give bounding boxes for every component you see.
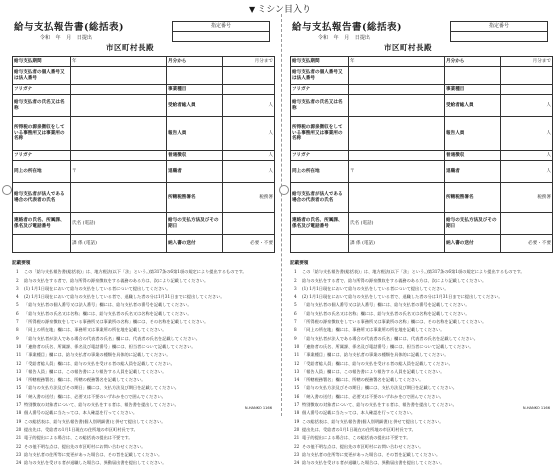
instruction-number: 10 [294, 343, 300, 349]
entry-field[interactable]: 課 係 (電話) [349, 235, 445, 253]
instruction-line [12, 343, 274, 351]
row-label: 同上の所在地 [13, 161, 71, 183]
instruction-number: 12 [16, 360, 22, 366]
form-row [291, 117, 553, 151]
instruction-text: 個人番号の記載に当たっては、本人確認を行ってください。 [302, 410, 416, 416]
instruction-text: 「所轄税務署名」欄には、所轄の税務署名を記載してください。 [24, 377, 146, 383]
instruction-line [290, 268, 552, 276]
punch-hole-left [2, 185, 12, 195]
row-label [13, 235, 71, 253]
instruction-number: 13 [294, 368, 300, 374]
instruction-text: 給与の支払をする者で、給与所得の源泉徴収をする義務のある方は、次により記載してください。 [24, 277, 209, 283]
instruction-line [290, 434, 552, 442]
instruction-number: 21 [16, 435, 22, 441]
designation-number-label: 指定番号 [210, 23, 231, 29]
instruction-number: 24 [16, 460, 22, 466]
instruction-text: 「納入書の送付」欄には、必要又は不要のいずれかを○で囲んでください。 [24, 393, 166, 399]
entry-field[interactable] [71, 151, 167, 161]
instruction-number: 6 [16, 310, 19, 316]
instruction-text: 「報告人員」欄には、この報告書により報告する人員を記載してください。 [302, 368, 445, 374]
entry-field[interactable]: 氏名 (電話) [349, 213, 445, 235]
instruction-text: 「同上の所在地」欄には、事務所又は事業所の所在地を記載してください。 [24, 327, 167, 333]
instruction-line [12, 376, 274, 384]
instruction-line [12, 277, 274, 285]
right-field[interactable]: 人 [501, 161, 553, 183]
instruction-line [290, 301, 552, 309]
instruction-number: 15 [294, 385, 300, 391]
right-label: 所轄税務署名 [167, 183, 223, 213]
instruction-line [12, 409, 274, 417]
entry-field[interactable] [349, 151, 445, 161]
instruction-line [290, 451, 552, 459]
instruction-number: 1 [294, 269, 297, 275]
instruction-line [12, 434, 274, 442]
instruction-number: 2 [294, 277, 297, 283]
right-label: 報告人員 [445, 117, 501, 151]
row-label: 同上の所在地 [291, 161, 349, 183]
right-label: 事業種目 [445, 85, 501, 95]
instruction-number: 17 [16, 402, 22, 408]
instruction-text: 提出先は、受給者の1月1日現在の住所地の市区町村長です。 [302, 426, 416, 432]
entry-field[interactable]: 年 [71, 57, 167, 67]
instruction-text: 「給与支払者の個人番号又は法人番号」欄には、給与支払者の番号を記載してください。 [302, 302, 470, 308]
form-row [13, 183, 275, 213]
row-label: 連絡者の氏名、所属課、係名及び電話番号 [291, 213, 349, 235]
instruction-line [12, 293, 274, 301]
instruction-line [290, 335, 552, 343]
right-field[interactable]: 税務署 [223, 183, 275, 213]
right-label: 報告人員 [167, 117, 223, 151]
instruction-number: 6 [294, 310, 297, 316]
right-field[interactable]: 税務署 [501, 183, 553, 213]
instruction-number: 14 [294, 377, 300, 383]
entry-field[interactable] [349, 67, 445, 85]
form-row [13, 67, 275, 85]
instruction-line [290, 277, 552, 285]
right-label [445, 67, 501, 85]
form-row [291, 85, 553, 95]
instruction-line [12, 285, 274, 293]
entry-field[interactable]: 課 係 (電話) [71, 235, 167, 253]
footer-code: N-HANKO 1166 [244, 406, 272, 410]
instruction-text: 「給与支払者が法人である場合の代表者の氏名」欄には、代表者の氏名を記載してください。 [24, 335, 200, 341]
instruction-number: 23 [294, 451, 300, 457]
instruction-line [12, 418, 274, 426]
instruction-line [290, 318, 552, 326]
instruction-number: 20 [294, 426, 300, 432]
instruction-number: 21 [294, 435, 300, 441]
instruction-text: 給与の支払を受ける者が退職した場合は、異動届出書を提出してください。 [24, 460, 167, 466]
right-field[interactable]: 人 [501, 95, 553, 117]
entry-field[interactable]: 〒 [71, 161, 167, 183]
right-field[interactable] [223, 213, 275, 235]
right-label: 受給者総人員 [167, 95, 223, 117]
row-label: 給与支払者が法人である場合の代表者の氏名 [291, 183, 349, 213]
instruction-number: 3 [294, 285, 297, 291]
form-row [291, 57, 553, 67]
right-label: 納入書の送付 [167, 235, 223, 253]
entry-field[interactable] [349, 85, 445, 95]
instruction-text: 給与支払者の住所等に変更があった場合は、その旨を記載してください。 [24, 451, 163, 457]
instructions [290, 260, 552, 467]
instruction-number: 17 [294, 402, 300, 408]
form-row [13, 213, 275, 235]
instruction-line [290, 393, 552, 401]
designation-number-field[interactable] [173, 31, 269, 41]
designation-number-field[interactable] [451, 31, 547, 41]
form-row [13, 161, 275, 183]
right-field[interactable]: 人 [223, 151, 275, 161]
form-row [291, 235, 553, 253]
instruction-line [290, 443, 552, 451]
instructions [12, 260, 274, 467]
instruction-number: 7 [16, 319, 19, 325]
instruction-line [290, 418, 552, 426]
instruction-number: 1 [16, 269, 19, 275]
summary-table [12, 56, 275, 253]
form-row [13, 85, 275, 95]
form-row [291, 183, 553, 213]
form-row [291, 161, 553, 183]
instruction-line [290, 426, 552, 434]
instruction-number: 3 [16, 285, 19, 291]
instruction-text: その他不明な点は、提出先の市区町村にお問い合わせください。 [24, 443, 146, 449]
triangle-down-icon: ▼ [249, 5, 256, 14]
right-field[interactable] [501, 85, 553, 95]
instruction-line [12, 360, 274, 368]
instruction-line [290, 310, 552, 318]
right-label: 月分から [445, 57, 501, 67]
right-field[interactable]: 必要・不要 [501, 235, 553, 253]
instruction-line [12, 268, 274, 276]
form-row [291, 151, 553, 161]
row-label: 給与支払期間 [291, 57, 349, 67]
instruction-text: 「給与支払者の氏名又は名称」欄には、給与支払者の氏名又は名称を記載してください。 [302, 310, 470, 316]
punch-hole-middle [279, 185, 289, 195]
instruction-number: 11 [16, 352, 22, 358]
instruction-line [12, 351, 274, 359]
instruction-line [290, 409, 552, 417]
instruction-number: 9 [294, 335, 297, 341]
form-title: 給与支払報告書(総括表) [292, 22, 402, 33]
instruction-line [290, 384, 552, 392]
instruction-text: (2) 1月1日現在において給与の支払をしている者で、退職した者の分は1月31日までに提出してください。 [302, 294, 503, 300]
instruction-text: 「連絡者の氏名、所属課、係名及び電話番号」欄には、担当者について記載してください。 [302, 343, 474, 349]
right-label: 事業種目 [167, 85, 223, 95]
form-sheet-right [290, 16, 552, 466]
instruction-number: 4 [294, 294, 297, 300]
instruction-line [12, 301, 274, 309]
instruction-text: 「納入書の送付」欄には、必要又は不要のいずれかを○で囲んでください。 [302, 393, 444, 399]
instruction-line [290, 343, 552, 351]
form-row [13, 235, 275, 253]
instruction-number: 16 [294, 393, 300, 399]
instruction-line [12, 326, 274, 334]
row-label: 連絡者の氏名、所属課、係名及び電話番号 [13, 213, 71, 235]
instruction-text: 「給与の支払方法及びその期日」欄には、支払方法及び期日を記載してください。 [302, 385, 457, 391]
row-label: 所得税の源泉徴収をしている事務所又は事業所の名称 [291, 117, 349, 151]
instruction-text: 特別徴収の対象者について、給与の支払をする者は、報告書を提出してください。 [302, 402, 457, 408]
instruction-text: 「所得税の源泉徴収をしている事務所又は事業所の名称」欄には、その名称を記載してください。 [24, 319, 209, 325]
right-label: 退職者 [445, 161, 501, 183]
perforation-text: ミシン目入り [257, 5, 311, 15]
instruction-line [12, 318, 274, 326]
instruction-text: 「連絡者の氏名、所属課、係名及び電話番号」欄には、担当者について記載してください。 [24, 343, 196, 349]
instruction-line [12, 393, 274, 401]
instruction-text: 個人番号の記載に当たっては、本人確認を行ってください。 [24, 410, 138, 416]
instruction-line [290, 360, 552, 368]
instruction-line [290, 285, 552, 293]
right-field[interactable] [223, 67, 275, 85]
instruction-text: この総括表は、給与支払報告書(個人別明細書)と併せて提出してください。 [302, 418, 444, 424]
right-field[interactable]: 月分まで [501, 57, 553, 67]
instruction-text: この「給与支払報告書(総括表)」は、地方税法(以下「法」という。)第317条の6第1項の規定により提出するものです。 [302, 269, 525, 275]
instruction-text: (1) 1月1日現在において給与の支払をしている者について提出してください。 [24, 285, 171, 291]
right-field[interactable]: 人 [501, 151, 553, 161]
instruction-number: 15 [16, 385, 22, 391]
instruction-line [12, 401, 274, 409]
instructions-heading: 記載要領 [290, 261, 309, 266]
instruction-text: 電子的提出による場合は、この総括表の提出は不要です。 [302, 435, 411, 441]
row-label: 給与支払者の個人番号又は法人番号 [13, 67, 71, 85]
instruction-text: 「所得税の源泉徴収をしている事務所又は事業所の名称」欄には、その名称を記載してください。 [302, 319, 487, 325]
entry-field[interactable] [71, 95, 167, 117]
designation-number-label: 指定番号 [488, 23, 509, 29]
instruction-line [12, 459, 274, 467]
form-row [13, 151, 275, 161]
instruction-text: 特別徴収の対象者について、給与の支払をする者は、報告書を提出してください。 [24, 402, 179, 408]
instruction-text: この総括表は、給与支払報告書(個人別明細書)と併せて提出してください。 [24, 418, 166, 424]
instruction-text: 給与の支払をする者で、給与所得の源泉徴収をする義務のある方は、次により記載してください。 [302, 277, 487, 283]
instruction-number: 8 [294, 327, 297, 333]
right-field[interactable]: 人 [223, 95, 275, 117]
row-label: フリガナ [291, 151, 349, 161]
right-field[interactable]: 人 [223, 117, 275, 151]
right-label: 給与の支払方法及びその期日 [167, 213, 223, 235]
instruction-number: 10 [16, 343, 22, 349]
instruction-text: 電子的提出による場合は、この総括表の提出は不要です。 [24, 435, 133, 441]
instruction-number: 22 [16, 443, 22, 449]
perforation-label [0, 2, 560, 15]
instruction-number: 18 [16, 410, 22, 416]
instruction-text: 「事業種目」欄には、給与支払者の事業の種類を具体的に記載してください。 [302, 352, 449, 358]
right-field[interactable] [501, 213, 553, 235]
right-label [167, 67, 223, 85]
instruction-text: その他不明な点は、提出先の市区町村にお問い合わせください。 [302, 443, 424, 449]
designation-number-box [172, 21, 270, 42]
form-title: 給与支払報告書(総括表) [14, 22, 124, 33]
entry-field[interactable] [71, 67, 167, 85]
entry-field[interactable]: 年 [349, 57, 445, 67]
instruction-text: 「報告人員」欄には、この報告書により報告する人員を記載してください。 [24, 368, 167, 374]
entry-field[interactable] [349, 95, 445, 117]
instruction-line [290, 401, 552, 409]
right-label: 納入書の送付 [445, 235, 501, 253]
row-label: 給与支払者が法人である場合の代表者の氏名 [13, 183, 71, 213]
perforation-line [281, 14, 282, 416]
instruction-number: 4 [16, 294, 19, 300]
instruction-line [290, 351, 552, 359]
entry-field[interactable] [349, 117, 445, 151]
footer-code: N-HANKO 1166 [522, 406, 550, 410]
right-field[interactable]: 必要・不要 [223, 235, 275, 253]
instruction-text: 「給与支払者の個人番号又は法人番号」欄には、給与支払者の番号を記載してください。 [24, 302, 192, 308]
instruction-text: 「給与支払者が法人である場合の代表者の氏名」欄には、代表者の氏名を記載してください。 [302, 335, 478, 341]
row-label: 所得税の源泉徴収をしている事務所又は事業所の名称 [13, 117, 71, 151]
row-label: フリガナ [291, 85, 349, 95]
row-label: フリガナ [13, 85, 71, 95]
summary-table [290, 56, 553, 253]
instruction-line [12, 426, 274, 434]
instruction-text: この「給与支払報告書(総括表)」は、地方税法(以下「法」という。)第317条の6第1項の規定により提出するものです。 [24, 269, 247, 275]
form-row [13, 57, 275, 67]
instruction-line [12, 451, 274, 459]
row-label: フリガナ [13, 151, 71, 161]
instruction-number: 5 [294, 302, 297, 308]
right-label: 受給者総人員 [445, 95, 501, 117]
instruction-text: 給与支払者の住所等に変更があった場合は、その旨を記載してください。 [302, 451, 441, 457]
right-label: 所轄税務署名 [445, 183, 501, 213]
right-field[interactable] [223, 85, 275, 95]
row-label [291, 235, 349, 253]
entry-field[interactable]: 〒 [349, 161, 445, 183]
instruction-number: 20 [16, 426, 22, 432]
instruction-text: 「所轄税務署名」欄には、所轄の税務署名を記載してください。 [302, 377, 424, 383]
mayor-address: 市区町村長殿 [106, 43, 154, 52]
instruction-line [290, 326, 552, 334]
submission-date: 令和 年 月 日提出 [318, 35, 370, 41]
instruction-line [290, 459, 552, 467]
instruction-text: 「事業種目」欄には、給与支払者の事業の種類を具体的に記載してください。 [24, 352, 171, 358]
entry-field[interactable] [71, 117, 167, 151]
instruction-line [12, 335, 274, 343]
right-label: 給与の支払方法及びその期日 [445, 213, 501, 235]
instruction-number: 18 [294, 410, 300, 416]
right-label: 普通徴収 [445, 151, 501, 161]
submission-date: 令和 年 月 日提出 [40, 35, 92, 41]
row-label: 給与支払者の個人番号又は法人番号 [291, 67, 349, 85]
form-sheet-left [12, 16, 274, 466]
right-field[interactable] [501, 67, 553, 85]
instruction-line [12, 443, 274, 451]
instruction-number: 19 [16, 418, 22, 424]
instruction-text: 「給与の支払方法及びその期日」欄には、支払方法及び期日を記載してください。 [24, 385, 179, 391]
right-field[interactable]: 月分まで [223, 57, 275, 67]
entry-field[interactable] [71, 183, 167, 213]
instruction-number: 5 [16, 302, 19, 308]
row-label: 給与支払者の氏名又は名称 [13, 95, 71, 117]
instruction-line [12, 384, 274, 392]
entry-field[interactable] [71, 85, 167, 95]
entry-field[interactable]: 氏名 (電話) [71, 213, 167, 235]
instruction-text: 「受給者総人員」欄には、給与の支払を受ける者の総人員を記載してください。 [302, 360, 453, 366]
instruction-text: 給与の支払を受ける者が退職した場合は、異動届出書を提出してください。 [302, 460, 445, 466]
instruction-number: 8 [16, 327, 19, 333]
instruction-line [290, 368, 552, 376]
mayor-address: 市区町村長殿 [384, 43, 432, 52]
form-row [291, 95, 553, 117]
entry-field[interactable] [349, 183, 445, 213]
form-row [13, 95, 275, 117]
designation-number-box [450, 21, 548, 42]
right-field[interactable]: 人 [223, 161, 275, 183]
instruction-number: 7 [294, 319, 297, 325]
instruction-number: 22 [294, 443, 300, 449]
instruction-number: 23 [16, 451, 22, 457]
instruction-number: 24 [294, 460, 300, 466]
row-label: 給与支払者の氏名又は名称 [291, 95, 349, 117]
instructions-heading: 記載要領 [12, 261, 31, 266]
instruction-number: 19 [294, 418, 300, 424]
instruction-number: 11 [294, 352, 300, 358]
instruction-text: 提出先は、受給者の1月1日現在の住所地の市区町村長です。 [24, 426, 138, 432]
right-label: 普通徴収 [167, 151, 223, 161]
right-label: 退職者 [167, 161, 223, 183]
instruction-text: (1) 1月1日現在において給与の支払をしている者について提出してください。 [302, 285, 449, 291]
instruction-text: 「同上の所在地」欄には、事務所又は事業所の所在地を記載してください。 [302, 327, 445, 333]
instruction-text: 「受給者総人員」欄には、給与の支払を受ける者の総人員を記載してください。 [24, 360, 175, 366]
instruction-number: 13 [16, 368, 22, 374]
instruction-number: 9 [16, 335, 19, 341]
row-label: 給与支払期間 [13, 57, 71, 67]
instruction-line [290, 376, 552, 384]
instruction-number: 2 [16, 277, 19, 283]
instruction-line [12, 368, 274, 376]
instruction-number: 12 [294, 360, 300, 366]
form-row [13, 117, 275, 151]
form-row [291, 213, 553, 235]
instruction-line [290, 293, 552, 301]
instruction-number: 14 [16, 377, 22, 383]
instruction-text: 「給与支払者の氏名又は名称」欄には、給与支払者の氏名又は名称を記載してください。 [24, 310, 192, 316]
instruction-number: 16 [16, 393, 22, 399]
instruction-line [12, 310, 274, 318]
right-field[interactable]: 人 [501, 117, 553, 151]
instruction-text: (2) 1月1日現在において給与の支払をしている者で、退職した者の分は1月31日までに提出してください。 [24, 294, 225, 300]
right-label: 月分から [167, 57, 223, 67]
form-row [291, 67, 553, 85]
